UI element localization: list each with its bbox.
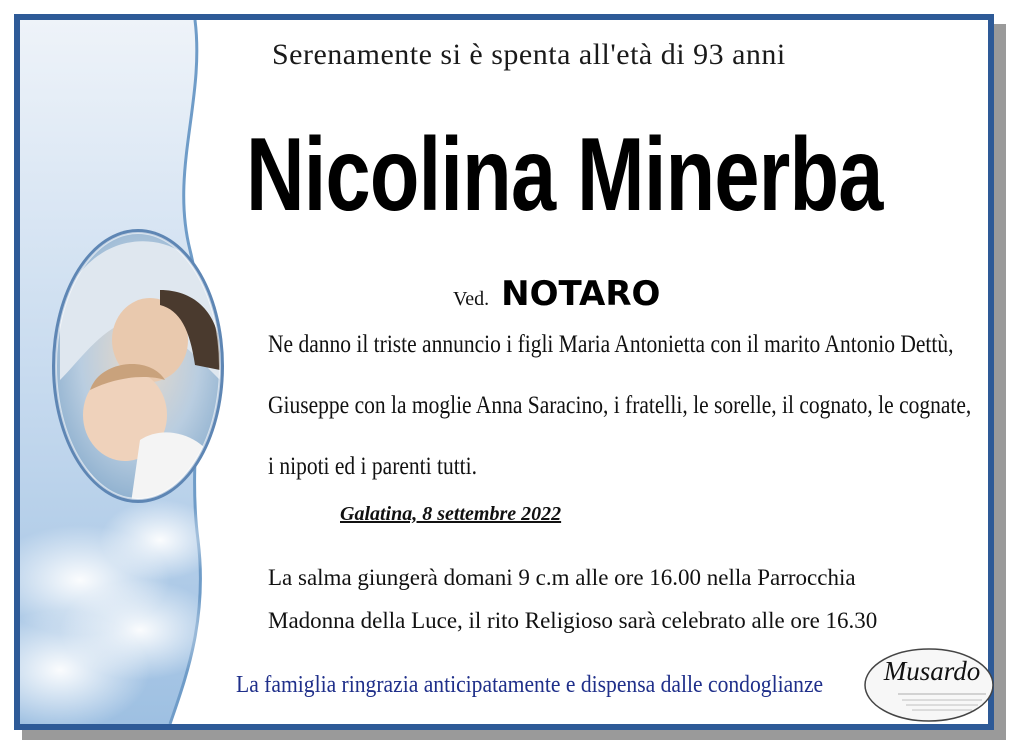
- funeral-info: [268, 561, 988, 647]
- sky-decoration: [20, 20, 250, 724]
- announcement-line: Giuseppe con la moglie Anna Saracino, i fratelli, le sorelle, il cognato, le cognate,: [268, 392, 972, 419]
- place-date: Galatina, 8 settembre 2022: [340, 503, 562, 525]
- ved-prefix: Ved.: [453, 288, 490, 310]
- husband-surname: NOTARO: [501, 274, 661, 314]
- deceased-name: Nicolina Minerba: [246, 117, 883, 233]
- agency-logo-name: Musardo: [883, 656, 981, 686]
- heading-text: Serenamente si è spenta all'età di 93 anni: [272, 38, 786, 71]
- announcement: [268, 325, 1008, 508]
- thanks-text: La famiglia ringrazia anticipatamente e dispensa dalle condoglianze: [236, 672, 824, 698]
- funeral-line: La salma giungerà domani 9 c.m alle ore 16.00 nella Parrocchia: [268, 565, 856, 590]
- funeral-line: Madonna della Luce, il rito Religioso sarà celebrato alle ore 16.30: [268, 608, 878, 633]
- announcement-line: Ne danno il triste annuncio i figli Maria Antonietta con il marito Antonio Dettù,: [268, 331, 954, 358]
- widow-of-line: [453, 274, 660, 314]
- agency-logo: [860, 644, 998, 726]
- announcement-line: i nipoti ed i parenti tutti.: [268, 453, 478, 480]
